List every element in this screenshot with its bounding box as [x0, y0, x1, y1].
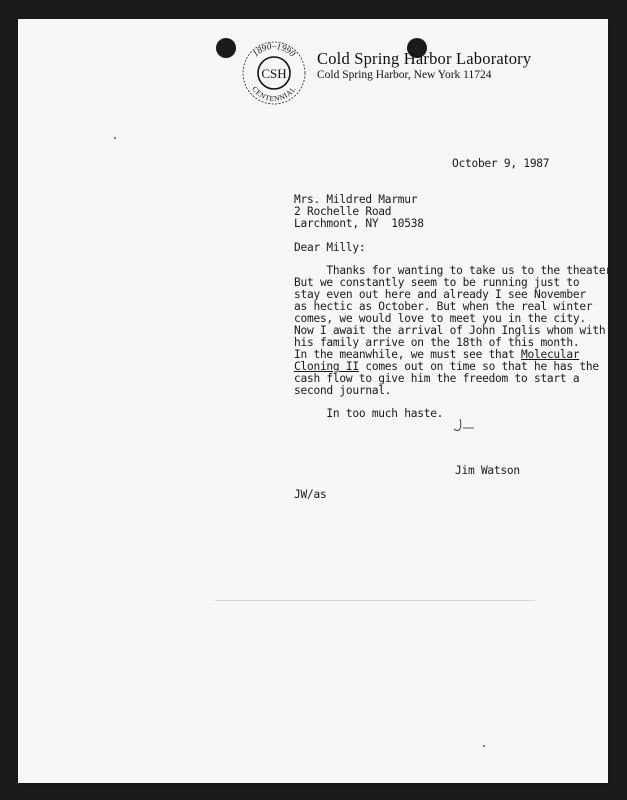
paper-speck [114, 137, 116, 139]
body-line-text: comes out on time so that he has the [358, 360, 599, 373]
body-line-text: In the meanwhile, we must see that [294, 348, 521, 361]
body-line: his family arrive on the 18th of this month. [294, 336, 580, 349]
closing: In too much haste. [294, 407, 444, 420]
book-title-part2: Cloning II [294, 360, 359, 373]
svg-text:CENTENNIAL [250, 84, 298, 103]
seal-centennial: CENTENNIAL [250, 84, 298, 104]
typist-initials: JW/as [294, 488, 327, 501]
seal-monogram: CSH [261, 66, 287, 81]
recipient-city: Larchmont, NY 10538 [294, 217, 424, 230]
body-line: But we constantly seem to be running just to [294, 276, 580, 289]
body-line: as hectic as October. But when the real winter [294, 300, 593, 313]
letter-page [18, 19, 608, 783]
body-line: stay even out here and already I see November [294, 288, 586, 301]
handwritten-signature [440, 417, 476, 437]
faint-fold-line [215, 600, 535, 601]
letter-date: October 9, 1987 [452, 157, 550, 170]
book-title-part1: Molecular [521, 348, 580, 361]
body-line: comes, we would love to meet you in the city. [294, 312, 586, 325]
institution-address: Cold Spring Harbor, New York 11724 [317, 69, 492, 81]
body-line: second journal. [294, 384, 392, 397]
recipient-name: Mrs. Mildred Marmur [294, 193, 418, 206]
body-line: Thanks for wanting to take us to the theater. [294, 264, 619, 277]
body-line: cash flow to give him the freedom to start a [294, 372, 580, 385]
seal-years: 1890–1990 [250, 41, 298, 59]
csh-centennial-seal [240, 39, 308, 107]
body-line: Now I await the arrival of John Inglis whom with [294, 324, 606, 337]
signature-name: Jim Watson [455, 464, 520, 477]
paper-speck [483, 745, 485, 747]
svg-text:1890–1990 [250, 41, 297, 59]
institution-name: Cold Spring Harbor Laboratory [317, 49, 532, 68]
salutation: Dear Milly: [294, 241, 366, 254]
binder-hole-left [216, 38, 236, 58]
recipient-street: 2 Rochelle Road [294, 205, 392, 218]
